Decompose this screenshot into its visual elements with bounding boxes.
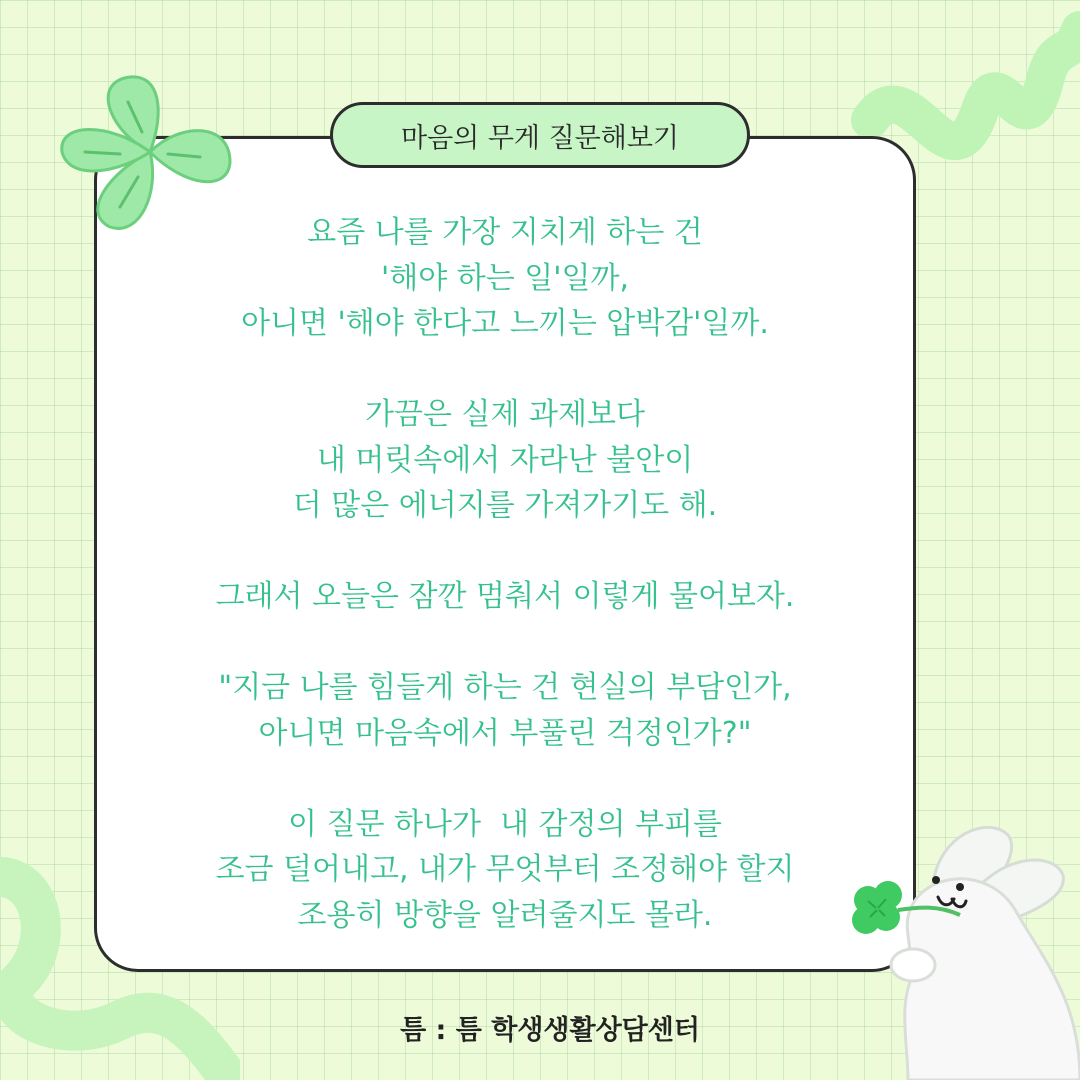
body-line: 조용히 방향을 알려줄지도 몰라. — [297, 897, 713, 933]
body-line: 조금 덜어내고, 내가 무엇부터 조정해야 할지 — [215, 852, 795, 887]
message-body — [94, 210, 916, 938]
body-line: 아니면 '해야 한다고 느끼는 압박감'일까. — [241, 306, 769, 341]
body-line: 이 질문 하나가 내 감정의 부피를 — [288, 806, 722, 842]
body-line: 내 머릿속에서 자라난 불안이 — [316, 442, 694, 478]
page-title: 마음의 무게 질문해보기 — [401, 122, 679, 154]
body-line: 그래서 오늘은 잠깐 멈춰서 이렇게 물어보자. — [215, 579, 795, 614]
title-pill — [330, 102, 750, 168]
body-line: 요즘 나를 가장 지치게 하는 건 — [307, 215, 703, 250]
body-line: '해야 하는 일'일까, — [381, 260, 629, 296]
bunny-illustration — [838, 815, 1080, 1080]
body-line: 아니면 마음속에서 부풀린 걱정인가?" — [258, 715, 752, 751]
body-line: "지금 나를 힘들게 하는 건 현실의 부담인가, — [218, 670, 792, 705]
clover-icon — [852, 881, 902, 934]
footer-credit: 틈 : 틈 학생생활상담센터 — [400, 1015, 700, 1046]
body-line: 더 많은 에너지를 가져가기도 해. — [292, 488, 718, 523]
body-line: 가끔은 실제 과제보다 — [365, 397, 645, 432]
